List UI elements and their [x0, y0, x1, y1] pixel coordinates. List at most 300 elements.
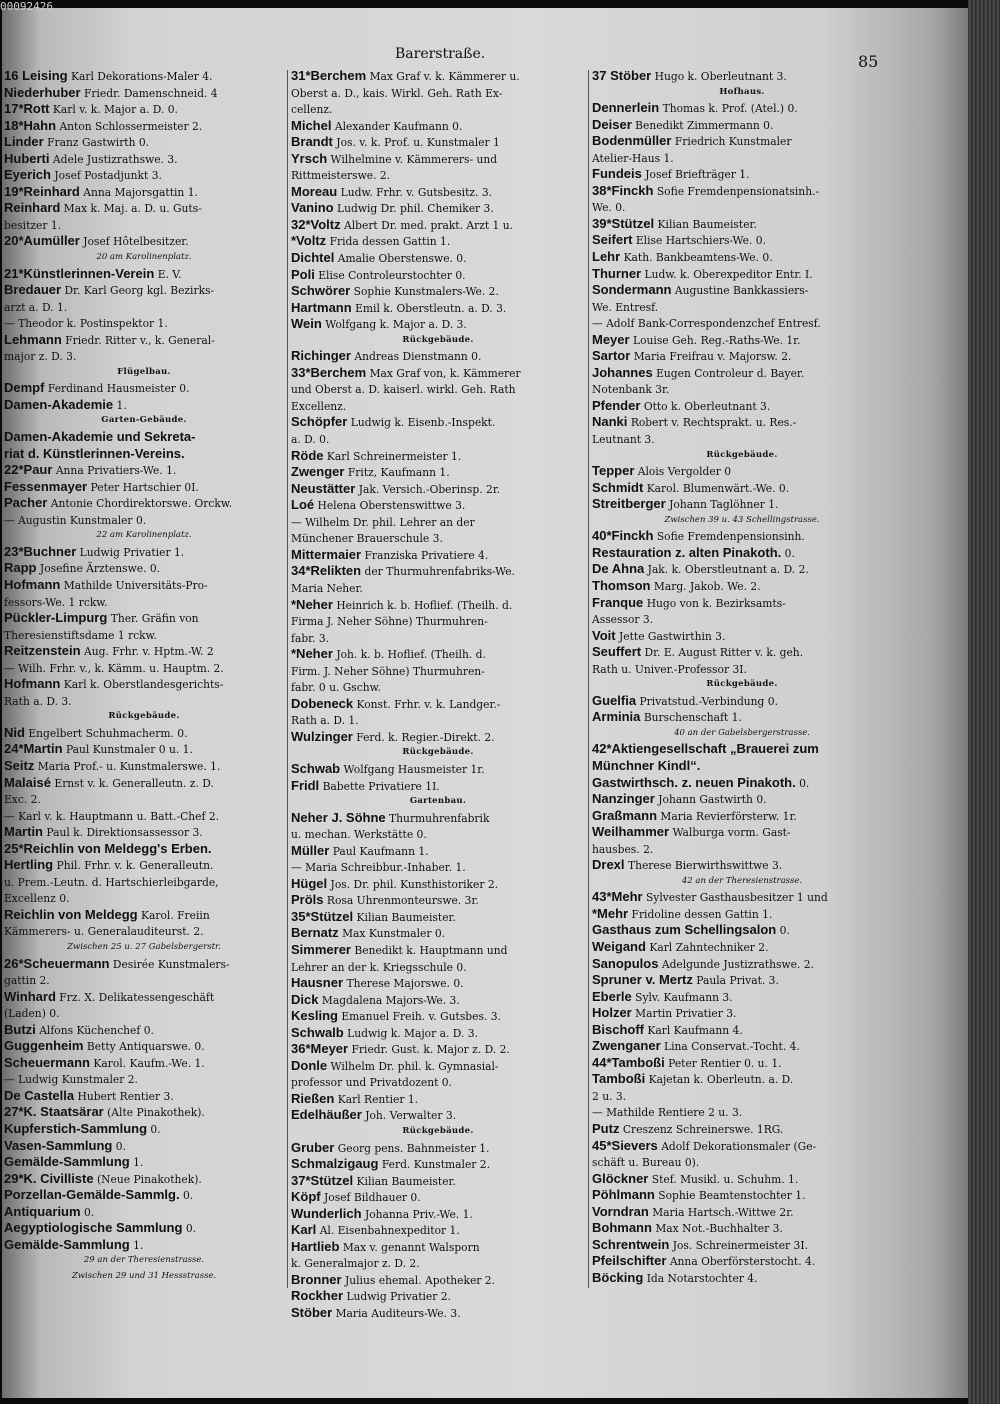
directory-entry: [592, 414, 892, 431]
entry-name: Kupferstich-Sammlung: [4, 1121, 148, 1136]
entry-name: Rapp: [4, 560, 37, 576]
entry-detail: Max Not.-Buchhalter 3.: [655, 1222, 783, 1236]
directory-entry: [291, 300, 585, 317]
entry-detail: We. 0.: [592, 201, 626, 215]
directory-entry: [291, 729, 585, 746]
entry-name: Holzer: [592, 1005, 632, 1021]
directory-entry: [4, 907, 284, 924]
entry-name: Neher J. Söhne: [291, 809, 386, 825]
entry-name: Lehr: [592, 249, 621, 265]
entry-name: Hausner: [291, 975, 344, 991]
entry-detail: Karl Rentier 1.: [337, 1092, 419, 1106]
entry-name: Gruber: [291, 1139, 335, 1155]
entry-detail: Rath a. D. 3.: [4, 694, 72, 708]
directory-entry: [592, 1038, 892, 1055]
entry-detail: Kämmerers- u. Generalauditeurst. 2.: [4, 925, 204, 939]
entry-detail: Wilhelmine v. Kämmerers- und: [330, 152, 498, 166]
section-heading: Gartenbau.: [409, 796, 467, 807]
entry-detail: Marg. Jakob. We. 2.: [653, 579, 761, 593]
entry-name: *Mehr: [592, 905, 629, 921]
entry-detail: Privatstud.-Verbindung 0.: [639, 694, 778, 708]
entry-name: Restauration z. alten Pinakoth.: [592, 544, 782, 560]
entry-detail: Jos. v. k. Prof. u. Kunstmaler 1: [336, 136, 500, 150]
directory-entry: [291, 975, 585, 992]
entry-name: 45*Sievers: [592, 1137, 658, 1153]
entry-detail: Magdalena Majors-We. 3.: [321, 993, 460, 1007]
entry-name: Butzi: [4, 1021, 36, 1037]
entry-name: Dick: [291, 991, 319, 1007]
directory-entry: [592, 68, 892, 85]
directory-entry: [592, 595, 892, 612]
entry-detail: gattin 2.: [4, 974, 50, 988]
entry-detail: Frz. X. Delikatessengeschäft: [59, 990, 215, 1004]
directory-entry: [592, 365, 892, 382]
entry-detail: Max v. genannt Walsporn: [342, 1240, 480, 1254]
entry-detail: Hugo von k. Bezirksamts-: [646, 596, 786, 610]
directory-entry: [4, 200, 284, 217]
entry-name: Moreau: [291, 183, 338, 199]
directory-entry: [291, 365, 585, 382]
directory-entry: [592, 1154, 892, 1171]
directory-entry: [592, 398, 892, 415]
directory-entry: [4, 676, 284, 693]
entry-detail: Maria Hartsch.-Wittwe 2r.: [652, 1205, 794, 1219]
entry-detail: Wolfgang Hausmeister 1r.: [343, 762, 485, 776]
entry-name: Franque: [592, 594, 644, 610]
directory-entry: [4, 808, 284, 825]
entry-name: Wulzinger: [291, 728, 353, 744]
directory-entry: [291, 876, 585, 893]
section-heading: Rückgebäude.: [706, 449, 778, 460]
directory-entry: [291, 1288, 585, 1305]
directory-entry: [592, 808, 892, 825]
directory-entry: [291, 1025, 585, 1042]
entry-detail: Betty Antiquarswe. 0.: [86, 1040, 205, 1054]
directory-entry: [592, 561, 892, 578]
section-heading: Rückgebäude.: [402, 747, 474, 758]
entry-name: 37 Stöber: [592, 68, 652, 83]
directory-entry: [592, 989, 892, 1006]
entry-name: 35*Stützel: [291, 908, 354, 924]
entry-detail: Josef Postadjunkt 3.: [54, 169, 162, 183]
section-heading: Rückgebäude.: [108, 711, 180, 722]
entry-detail: Karol. Blumenwärt.-We. 0.: [646, 481, 790, 495]
directory-entry: [4, 1038, 284, 1055]
directory-entry: [291, 646, 585, 663]
directory-entry: [592, 1071, 892, 1088]
entry-name: Martin: [4, 824, 43, 840]
entry-name: Gasthaus zum Schellingsalon: [592, 922, 777, 938]
directory-entry: [291, 1305, 585, 1322]
entry-name: Bernatz: [291, 925, 339, 941]
entry-name: Malaisé: [4, 774, 51, 790]
directory-entry: [291, 613, 585, 630]
directory-entry: [592, 906, 892, 923]
entry-name: Huberti: [4, 150, 50, 166]
entry-name: 42*Aktiengesellschaft „Brauerei zum: [592, 741, 819, 757]
entry-detail: Sofie Fremdenpensionsinh.: [656, 530, 805, 544]
directory-entry: [4, 217, 284, 234]
directory-entry: [4, 660, 284, 677]
directory-entry: [592, 1088, 892, 1105]
directory-entry: [4, 989, 284, 1006]
entry-detail: Jak. Versich.-Oberinsp. 2r.: [358, 482, 501, 496]
entry-detail: Paula Privat. 3.: [696, 974, 779, 988]
directory-entry: [291, 959, 585, 976]
street-reference: 42 an der Theresienstrasse.: [681, 875, 803, 886]
directory-entry: [291, 514, 585, 531]
directory-entry: [4, 134, 284, 151]
entry-detail: Ernst v. k. Generalleutn. z. D.: [54, 776, 214, 790]
directory-entry: [592, 578, 892, 595]
directory-entry: [291, 233, 585, 250]
entry-name: Nanki: [592, 414, 628, 430]
directory-entry: [592, 922, 892, 939]
directory-entry: [592, 1171, 892, 1188]
entry-detail: Therese Bierwirthswittwe 3.: [627, 859, 783, 873]
entry-name: De Ahna: [592, 561, 645, 577]
directory-entry: [592, 1237, 892, 1254]
entry-detail: Creszenz Schreinerswe. 1RG.: [622, 1123, 784, 1136]
directory-entry: [4, 1138, 284, 1155]
entry-detail: Josef Hôtelbesitzer.: [83, 235, 189, 249]
entry-name: Karl: [291, 1222, 317, 1238]
entry-detail: Sofie Fremdenpensionatsinh.-: [656, 184, 820, 198]
section-heading: Rückgebäude.: [402, 334, 474, 345]
entry-detail: major z. D. 3.: [4, 350, 77, 364]
directory-entry: [4, 1171, 284, 1188]
column-2: [291, 68, 585, 1322]
entry-detail: Ludwig k. Major a. D. 3.: [347, 1026, 478, 1040]
section-heading: Rückgebäude.: [706, 679, 778, 690]
entry-name: Meyer: [592, 331, 630, 347]
entry-detail: Thomas k. Prof. (Atel.) 0.: [662, 102, 798, 116]
directory-entry: [592, 1104, 892, 1121]
directory-entry: [291, 283, 585, 300]
entry-name: Wein: [291, 316, 322, 332]
directory-entry: [291, 892, 585, 909]
entry-name: 39*Stützel: [592, 215, 655, 231]
entry-detail: Karl v. k. Major a. D. 0.: [52, 103, 178, 117]
entry-detail: Maria Prof.- u. Kunstmalerswe. 1.: [37, 759, 221, 773]
entry-name: Fessenmayer: [4, 478, 88, 494]
entry-name: Hertling: [4, 857, 54, 873]
entry-name: Guelfia: [592, 692, 637, 708]
entry-name: 24*Martin: [4, 741, 63, 757]
entry-name: Mittermaier: [291, 546, 362, 562]
entry-name: Hartmann: [291, 299, 352, 315]
entry-name: 25*Reichlin von Meldegg's Erben.: [4, 840, 212, 856]
entry-name: Sanopulos: [592, 955, 659, 971]
directory-entry: [592, 480, 892, 497]
page-edge-stack: [968, 0, 1000, 1404]
street-header: Barerstraße.: [395, 46, 486, 62]
entry-name: Bodenmüller: [592, 133, 672, 149]
directory-entry: [592, 232, 892, 249]
entry-detail: Thurmuhrenfabrik: [389, 811, 490, 825]
entry-name: 38*Finckh: [592, 182, 654, 198]
directory-entry: [4, 1154, 284, 1171]
directory-entry: [4, 118, 284, 135]
entry-detail: Konst. Frhr. v. k. Landger.-: [356, 697, 501, 711]
entry-name: Lehmann: [4, 331, 62, 347]
entry-name: Michel: [291, 117, 332, 133]
directory-entry: [291, 909, 585, 926]
directory-entry: [592, 199, 892, 216]
entry-name: Schmidt: [592, 479, 644, 495]
directory-entry: [291, 217, 585, 234]
directory-entry: [291, 1206, 585, 1223]
directory-entry: [4, 167, 284, 184]
entry-detail: Albert Dr. med. prakt. Arzt 1 u.: [344, 218, 514, 232]
entry-name: Edelhäußer: [291, 1107, 362, 1123]
entry-name: Köpf: [291, 1189, 321, 1205]
entry-detail: Anna Oberförsterstocht. 4.: [669, 1255, 816, 1269]
entry-name: Hartlieb: [291, 1238, 340, 1254]
entry-detail: Peter Rentier 0. u. 1.: [668, 1056, 782, 1070]
directory-entry: [592, 463, 892, 480]
entry-name: 32*Voltz: [291, 216, 341, 232]
entry-name: 20*Aumüller: [4, 233, 80, 249]
directory-entry: [4, 725, 284, 742]
entry-name: Loé: [291, 497, 315, 513]
entry-detail: u. Prem.-Leutn. d. Hartschierleibgarde,: [4, 875, 219, 889]
directory-entry: [291, 1189, 585, 1206]
entry-detail: Firma J. Neher Söhne) Thurmuhren-: [291, 615, 488, 629]
directory-entry: [291, 630, 585, 647]
entry-detail: Fridoline dessen Gattin 1.: [631, 907, 773, 921]
entry-detail: Ludw. k. Oberexpeditor Entr. I.: [644, 267, 813, 281]
directory-entry: [592, 791, 892, 808]
entry-detail: Max Graf von, k. Kämmerer: [369, 366, 521, 380]
entry-detail: Aug. Frhr. v. Hptm.-W. 2: [83, 645, 214, 659]
directory-entry: [4, 791, 284, 808]
entry-detail: der Thurmuhrenfabriks-We.: [364, 565, 515, 579]
entry-name: 22*Paur: [4, 462, 53, 478]
directory-entry: [4, 1071, 284, 1088]
entry-name: Weilhammer: [592, 824, 670, 840]
entry-detail: Adolf Dekorationsmaler (Ge-: [661, 1139, 817, 1153]
street-reference: 22 am Karolinenplatz.: [96, 530, 192, 541]
entry-detail: 2 u. 3.: [592, 1089, 627, 1103]
directory-entry: [4, 857, 284, 874]
directory-entry: [592, 315, 892, 332]
directory-entry: [4, 560, 284, 577]
entry-name: Pöhlmann: [592, 1187, 655, 1203]
entry-detail: Ludwig Privatier 2.: [346, 1290, 451, 1304]
entry-name: Hofmann: [4, 576, 61, 592]
directory-entry: [592, 166, 892, 183]
entry-name: Reichlin von Meldegg: [4, 906, 138, 922]
directory-entry: [592, 266, 892, 283]
entry-detail: Desirée Kunstmalers-: [112, 957, 230, 971]
entry-detail: Ludwig Privatier 1.: [79, 545, 185, 559]
entry-name: 31*Berchem: [291, 68, 367, 83]
directory-entry: [4, 512, 284, 529]
entry-detail: Max Kunstmaler 0.: [342, 927, 446, 941]
entry-detail: Kilian Baumeister.: [657, 217, 757, 231]
entry-name: Röde: [291, 447, 324, 463]
entry-name: Nanzinger: [592, 791, 655, 807]
directory-entry: [291, 431, 585, 448]
entry-name: Thurner: [592, 265, 642, 281]
section-heading: Garten-Gebäude.: [101, 415, 187, 426]
entry-detail: — Maria Schreibbur.-Inhaber. 1.: [291, 861, 466, 875]
entry-name: Simmerer: [291, 941, 351, 957]
entry-detail: Alfons Küchenchef 0.: [39, 1023, 154, 1037]
section-heading: Rückgebäude.: [402, 1126, 474, 1136]
directory-entry: [592, 117, 892, 134]
directory-entry: [291, 167, 585, 184]
entry-name: Zwenganer: [592, 1038, 661, 1054]
entry-name: De Castella: [4, 1087, 75, 1103]
directory-entry: [291, 1140, 585, 1157]
entry-detail: Jos. Dr. phil. Kunsthistoriker 2.: [330, 877, 499, 891]
directory-entry: [592, 628, 892, 645]
directory-entry: [291, 250, 585, 267]
directory-entry: [4, 643, 284, 660]
entry-name: Böcking: [592, 1269, 644, 1285]
entry-detail: Josefine Ärztenswe. 0.: [39, 562, 161, 576]
entry-detail: 0.: [150, 1123, 161, 1136]
entry-name: Bischoff: [592, 1021, 644, 1037]
entry-name: Kesling: [291, 1008, 338, 1024]
directory-entry: [291, 481, 585, 498]
directory-entry: [4, 693, 284, 710]
entry-detail: Hugo k. Oberleutnant 3.: [654, 70, 787, 83]
directory-entry: [291, 184, 585, 201]
entry-detail: Benedikt k. Hauptmann und: [354, 943, 508, 957]
column-3: [592, 68, 892, 1286]
directory-entry: [592, 741, 892, 758]
directory-entry: [4, 1022, 284, 1039]
entry-detail: professor und Privatdozent 0.: [291, 1076, 453, 1090]
directory-entry: [291, 1173, 585, 1190]
directory-entry: [4, 184, 284, 201]
entry-detail: Elise Controleurstochter 0.: [318, 268, 466, 282]
entry-detail: Louise Geh. Reg.-Raths-We. 1r.: [632, 333, 801, 347]
entry-name: Dobeneck: [291, 695, 354, 711]
entry-detail: Stef. Musikl. u. Schuhm. 1.: [651, 1172, 799, 1186]
entry-detail: arzt a. D. 1.: [4, 300, 68, 314]
directory-entry: [291, 696, 585, 713]
entry-name: Poli: [291, 266, 315, 282]
entry-name: Linder: [4, 134, 44, 150]
entry-detail: Paul Kaufmann 1.: [332, 844, 429, 858]
directory-entry: [291, 925, 585, 942]
directory-entry: [291, 1255, 585, 1272]
entry-detail: Engelbert Schuhmacherm. 0.: [28, 726, 188, 740]
entry-detail: Oberst a. D., kais. Wirkl. Geh. Rath Ex-: [291, 86, 503, 100]
entry-detail: Kilian Baumeister.: [356, 910, 456, 924]
entry-detail: Rath a. D. 1.: [291, 714, 359, 728]
section-heading: Hofhaus.: [719, 86, 765, 97]
directory-entry: [4, 758, 284, 775]
directory-entry: [4, 1121, 284, 1138]
entry-detail: Eugen Controleur d. Bayer.: [656, 366, 805, 380]
entry-detail: Mathilde Universitäts-Pro-: [63, 578, 208, 592]
entry-name: Reinhard: [4, 200, 61, 216]
entry-detail: Burschenschaft 1.: [643, 711, 742, 725]
entry-detail: Friedrich Kunstmaler: [674, 135, 792, 149]
directory-entry: [4, 380, 284, 397]
directory-entry: [592, 972, 892, 989]
entry-detail: a. D. 0.: [291, 433, 330, 447]
entry-detail: fabr. 0 u. Gschw.: [291, 681, 381, 695]
directory-entry: [592, 545, 892, 562]
directory-entry: [592, 709, 892, 726]
entry-name: 33*Berchem: [291, 364, 367, 380]
directory-entry: [291, 1156, 585, 1173]
directory-entry: [291, 810, 585, 827]
entry-detail: Jos. Schreinermeister 3I.: [672, 1238, 808, 1252]
directory-entry: [291, 563, 585, 580]
entry-detail: Benedikt Zimmermann 0.: [635, 118, 774, 132]
directory-entry: [592, 1187, 892, 1204]
directory-entry: [291, 1008, 585, 1025]
directory-entry: [592, 661, 892, 678]
street-reference: 29 an der Theresienstrasse.: [83, 1255, 205, 1266]
directory-entry: [4, 495, 284, 512]
entry-detail: Al. Eisenbahnexpeditor 1.: [319, 1224, 460, 1238]
entry-name: Weigand: [592, 938, 646, 954]
entry-name: 36*Meyer: [291, 1041, 349, 1057]
entry-name: Eyerich: [4, 167, 51, 183]
directory-entry: [291, 1058, 585, 1075]
entry-name: Winhard: [4, 988, 56, 1004]
entry-name: Richinger: [291, 348, 351, 364]
entry-name: Thomson: [592, 577, 651, 593]
directory-entry: [4, 594, 284, 611]
directory-entry: [4, 348, 284, 365]
entry-name: Rockher: [291, 1288, 344, 1304]
entry-detail: und Oberst a. D. kaiserl. wirkl. Geh. Rath: [291, 383, 516, 397]
directory-entry: [291, 663, 585, 680]
directory-entry: [291, 1239, 585, 1256]
directory-entry: [592, 775, 892, 792]
column-divider: [287, 70, 288, 1288]
entry-detail: Karl Schreinermeister 1.: [326, 449, 462, 463]
entry-name: Vasen-Sammlung: [4, 1137, 113, 1153]
entry-name: Damen-Akademie: [4, 396, 114, 412]
entry-detail: Paul k. Direktionsassessor 3.: [46, 826, 203, 840]
entry-name: Tamboßi: [592, 1071, 646, 1087]
directory-entry: [4, 282, 284, 299]
directory-entry: [4, 627, 284, 644]
entry-name: Voit: [592, 627, 616, 643]
entry-detail: Lehrer an der k. Kriegsschule 0.: [291, 960, 467, 974]
street-reference: Zwischen 39 u. 43 Schellingstrasse.: [664, 514, 820, 525]
entry-detail: 0.: [784, 546, 795, 560]
entry-detail: 1.: [116, 398, 127, 412]
entry-detail: besitzer 1.: [4, 218, 62, 232]
entry-name: Scheuermann: [4, 1054, 90, 1070]
entry-detail: Karol. Kaufm.-We. 1.: [93, 1056, 205, 1070]
entry-name: Guggenheim: [4, 1038, 84, 1054]
entry-name: 21*Künstlerinnen-Verein: [4, 265, 155, 281]
directory-entry: [291, 826, 585, 843]
street-reference: Zwischen 25 u. 27 Gabelsbergerstr.: [67, 941, 221, 952]
entry-name: Antiquarium: [4, 1203, 81, 1219]
entry-name: Putz: [592, 1121, 620, 1136]
entry-detail: Josef Bildhauer 0.: [324, 1191, 421, 1205]
entry-name: 44*Tamboßi: [592, 1054, 665, 1070]
entry-detail: Exc. 2.: [4, 793, 41, 807]
street-reference: 40 an der Gabelsbergerstrasse.: [674, 727, 810, 738]
entry-name: Rießen: [291, 1090, 335, 1106]
entry-name: Müller: [291, 842, 330, 858]
entry-detail: Ther. Gräfin von: [110, 612, 199, 626]
